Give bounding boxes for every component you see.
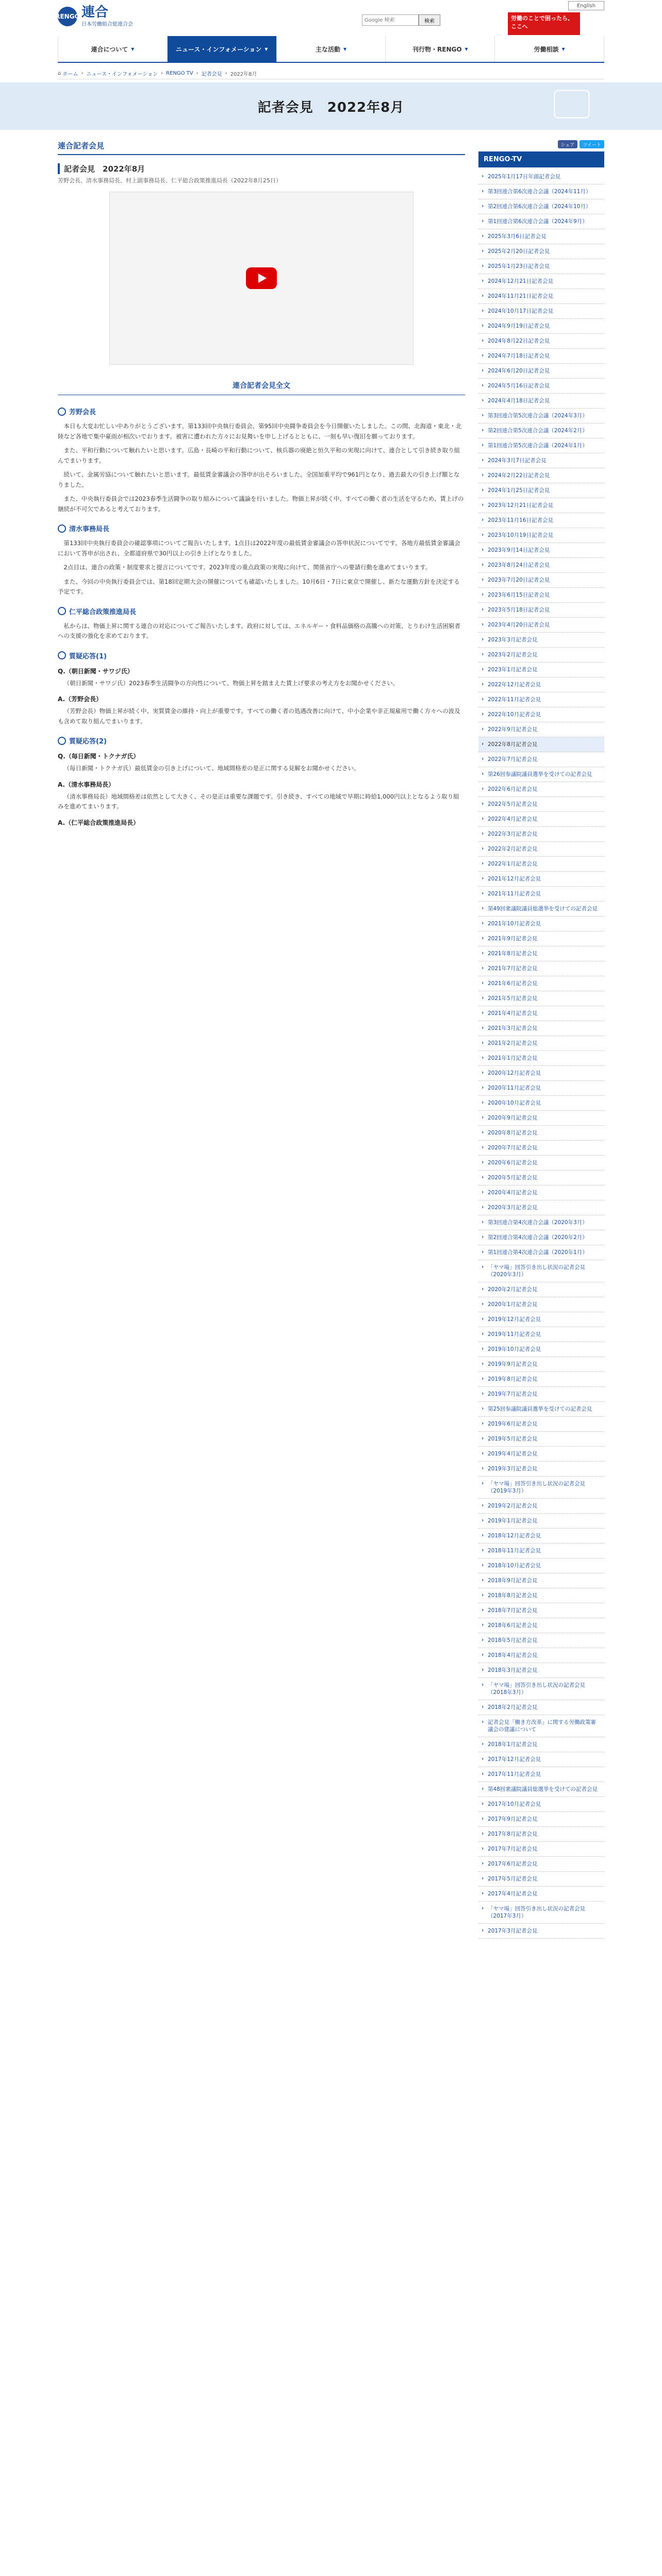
sidebar-item[interactable]: › 2018年2月記者会見 xyxy=(478,1700,604,1715)
nav-news[interactable] xyxy=(168,36,277,62)
paragraph: 第133回中央執行委員会の確認事項についてご報告いたします。1点目は2022年度の最低賃金審議会の答申状況についてです。各地方最低賃金審議会において答申が出され、全都道府県で30円以上の引き上げとなりました。 xyxy=(58,539,460,557)
chevron-down-icon: ▾ xyxy=(465,45,468,53)
sidebar-item[interactable]: › 2022年7月記者会見 xyxy=(478,752,604,767)
share-buttons xyxy=(478,140,604,148)
sidebar-item[interactable]: › 2020年11月記者会見 xyxy=(478,1081,604,1096)
sidebar-item[interactable]: › 第1回連合第5次連合会議（2024年1月） xyxy=(478,438,604,453)
sidebar-item[interactable]: › 2021年6月記者会見 xyxy=(478,976,604,991)
sidebar-item[interactable]: › 第49回衆議院議員総選挙を受けての記者会見 xyxy=(478,902,604,917)
sidebar-heading: RENGO-TV xyxy=(478,151,604,167)
sidebar-item[interactable]: › 2022年4月記者会見 xyxy=(478,812,604,827)
sidebar-item[interactable]: › 「ヤマ場」回答引き出し状況の記者会見（2020年3月） xyxy=(478,1260,604,1282)
sidebar-item[interactable]: › 2021年3月記者会見 xyxy=(478,1021,604,1036)
sidebar-item[interactable]: › 「ヤマ場」回答引き出し状況の記者会見（2018年3月） xyxy=(478,1678,604,1700)
sidebar-item[interactable]: › 2021年1月記者会見 xyxy=(478,1051,604,1066)
sidebar-item[interactable]: › 2020年12月記者会見 xyxy=(478,1066,604,1081)
paragraph: 2点目は、連合の政策・制度要求と提言についてです。2023年度の重点政策の実現に向けて、関係省庁への要請行動を進めてまいります。 xyxy=(63,564,432,571)
nav-label: 刊行物・RENGO xyxy=(412,45,462,53)
sidebar-item[interactable]: › 2022年5月記者会見 xyxy=(478,797,604,812)
sidebar-item[interactable]: › 2024年6月20日記者会見 xyxy=(478,364,604,379)
sidebar-item[interactable]: › 2017年5月記者会見 xyxy=(478,1872,604,1887)
speaker-label: 仁平総合政策推進局長 xyxy=(69,608,137,616)
page-title: 記者会見 2022年8月 xyxy=(257,99,405,115)
facebook-share-button[interactable]: シェア xyxy=(558,140,578,148)
sidebar-item[interactable]: › 2017年4月記者会見 xyxy=(478,1887,604,1902)
fulltext-heading: 連合記者会見全文 xyxy=(58,380,465,395)
answer-label: A.（芳野会長） xyxy=(58,696,103,703)
sidebar-item[interactable]: › 2022年6月記者会見 xyxy=(478,782,604,797)
sidebar-item[interactable]: › 2022年2月記者会見 xyxy=(478,842,604,857)
sidebar-item[interactable]: › 2021年8月記者会見 xyxy=(478,946,604,961)
sidebar-item[interactable]: › 2023年1月記者会見 xyxy=(478,663,604,677)
paragraph: （芳野会長）物価上昇が続く中、実質賃金の維持・向上が重要です。すべての働く者の処遇改善に向けて、中小企業や非正規雇用で働く方々への波及も含めて取り組んでまいります。 xyxy=(58,707,460,725)
page-hero xyxy=(0,82,662,130)
sidebar-item[interactable]: › 第26回参議院議員選挙を受けての記者会見 xyxy=(478,767,604,782)
speaker-label: 質疑応答(2) xyxy=(69,738,107,745)
sidebar-item[interactable]: › 2024年12月21日記者会見 xyxy=(478,274,604,289)
main-content xyxy=(58,140,465,866)
sidebar-item[interactable]: › 2018年12月記者会見 xyxy=(478,1529,604,1544)
sidebar-item[interactable]: › 2021年11月記者会見 xyxy=(478,887,604,902)
sidebar-item[interactable]: › 2020年1月記者会見 xyxy=(478,1297,604,1312)
site-search xyxy=(362,14,440,26)
breadcrumb-current: 2022年8月 xyxy=(230,72,257,77)
sidebar-item[interactable]: › 2024年4月18日記者会見 xyxy=(478,394,604,409)
sidebar-item[interactable]: › 第2回連合第5次連合会議（2024年2月） xyxy=(478,423,604,438)
sidebar-item[interactable]: › 2017年6月記者会見 xyxy=(478,1857,604,1872)
play-icon[interactable] xyxy=(246,267,277,289)
sidebar-list xyxy=(478,170,604,1939)
nav-publications[interactable] xyxy=(386,36,495,62)
speaker-icon xyxy=(58,737,66,745)
sidebar-item[interactable]: › 2021年5月記者会見 xyxy=(478,991,604,1006)
sidebar-item[interactable]: › 2019年10月記者会見 xyxy=(478,1342,604,1357)
speaker-label: 芳野会長 xyxy=(69,409,96,416)
sidebar-item[interactable]: › 2022年11月記者会見 xyxy=(478,692,604,707)
sidebar-item[interactable]: › 2018年8月記者会見 xyxy=(478,1588,604,1603)
sidebar-item[interactable]: › 2019年5月記者会見 xyxy=(478,1432,604,1447)
sidebar-item[interactable]: › 2022年9月記者会見 xyxy=(478,722,604,737)
sidebar-item[interactable]: › 第2回連合第4次連合会議（2020年2月） xyxy=(478,1230,604,1245)
sidebar-item[interactable]: › 2025年2月20日記者会見 xyxy=(478,244,604,259)
sidebar-item[interactable]: › 2019年7月記者会見 xyxy=(478,1387,604,1402)
breadcrumb-home[interactable]: ホーム xyxy=(62,72,78,77)
speaker-heading xyxy=(58,651,465,660)
sidebar-item[interactable]: › 2022年12月記者会見 xyxy=(478,677,604,692)
paragraph: （朝日新聞・サワジ氏）2023春季生活闘争の方向性について、物価上昇を踏まえた賃上げ要求の考え方をお聞かせください。 xyxy=(63,679,399,687)
sidebar-item[interactable]: › 2024年8月22日記者会見 xyxy=(478,334,604,349)
nav-label: 主な活動 xyxy=(315,45,340,53)
sidebar-item[interactable]: › 2024年2月22日記者会見 xyxy=(478,468,604,483)
sidebar-item[interactable]: › 2019年6月記者会見 xyxy=(478,1417,604,1432)
sidebar-item[interactable]: › 「ヤマ場」回答引き出し状況の記者会見（2017年3月） xyxy=(478,1902,604,1924)
sidebar-item[interactable]: › 2018年11月記者会見 xyxy=(478,1544,604,1558)
logo-subtitle: 日本労働組合総連合会 xyxy=(81,22,133,27)
sidebar-item[interactable]: › 2021年7月記者会見 xyxy=(478,961,604,976)
sidebar-item[interactable]: › 2018年9月記者会見 xyxy=(478,1573,604,1588)
sidebar-item[interactable]: › 2021年9月記者会見 xyxy=(478,931,604,946)
sidebar-item[interactable]: › 2020年7月記者会見 xyxy=(478,1141,604,1156)
sidebar-item[interactable]: › 2022年10月記者会見 xyxy=(478,707,604,722)
paragraph: （清水事務局長）地域間格差は依然として大きく、その是正は重要な課題です。引き続き、すべての地域で早期に時給1,000円以上となるよう取り組みを進めてまいります。 xyxy=(58,792,459,810)
paragraph: 私からは、物価上昇に関する連合の対応についてご報告いたします。政府に対しては、エネルギー・食料品価格の高騰への対策、とりわけ生活困窮者への支援の強化を求めております。 xyxy=(58,622,460,639)
sidebar-item[interactable]: › 2019年12月記者会見 xyxy=(478,1312,604,1327)
sidebar-item[interactable]: › 2020年10月記者会見 xyxy=(478,1096,604,1111)
sidebar-item[interactable]: › 第2回連合第6次連合会議（2024年10月） xyxy=(478,199,604,214)
nav-consultation[interactable] xyxy=(495,36,604,62)
sidebar-item[interactable]: › 2021年2月記者会見 xyxy=(478,1036,604,1051)
sidebar-item[interactable]: › 2017年8月記者会見 xyxy=(478,1827,604,1842)
sidebar-item[interactable]: › 2023年4月20日記者会見 xyxy=(478,618,604,633)
speaker-heading xyxy=(58,523,465,533)
search-input[interactable] xyxy=(362,14,419,26)
sidebar-item[interactable]: › 2019年11月記者会見 xyxy=(478,1327,604,1342)
speaker-icon xyxy=(58,524,66,533)
sidebar-item[interactable]: › 2025年1月23日記者会見 xyxy=(478,259,604,274)
sidebar-item[interactable]: › 2017年10月記者会見 xyxy=(478,1797,604,1812)
sidebar-item[interactable]: › 2018年1月記者会見 xyxy=(478,1737,604,1752)
breadcrumb-separator: › xyxy=(225,71,227,76)
article-title: 記者会見 2022年8月 xyxy=(58,163,465,174)
breadcrumb-press[interactable]: 記者会見 xyxy=(201,72,222,77)
sidebar-item[interactable]: › 「ヤマ場」回答引き出し状況の記者会見（2019年3月） xyxy=(478,1477,604,1499)
sidebar-item[interactable]: › 2021年4月記者会見 xyxy=(478,1006,604,1021)
speaker-label: 質疑応答(1) xyxy=(69,652,107,660)
breadcrumb-separator: › xyxy=(81,71,84,76)
sidebar-item[interactable]: › 2025年3月6日記者会見 xyxy=(478,229,604,244)
sidebar-item[interactable]: › 第1回連合第4次連合会議（2020年1月） xyxy=(478,1245,604,1260)
sidebar-item[interactable]: › 2018年3月記者会見 xyxy=(478,1663,604,1678)
sidebar-item[interactable]: › 2020年9月記者会見 xyxy=(478,1111,604,1126)
sidebar-item[interactable]: › 2022年8月記者会見 xyxy=(478,737,604,752)
sidebar-item[interactable]: › 2024年3月7日記者会見 xyxy=(478,453,604,468)
breadcrumb xyxy=(58,68,604,79)
sidebar-item[interactable]: › 2023年2月記者会見 xyxy=(478,648,604,663)
sidebar-item[interactable]: › 2018年10月記者会見 xyxy=(478,1558,604,1573)
sidebar xyxy=(478,140,604,1939)
speaker-heading xyxy=(58,406,465,416)
question-label: Q.（朝日新聞・サワジ氏） xyxy=(58,667,134,675)
breadcrumb-separator: › xyxy=(196,71,198,76)
sidebar-item[interactable]: › 2020年4月記者会見 xyxy=(478,1185,604,1200)
tv-icon xyxy=(554,90,590,118)
sidebar-item[interactable]: › 2018年6月記者会見 xyxy=(478,1618,604,1633)
speaker-heading xyxy=(58,606,465,616)
sidebar-item[interactable]: › 2023年10月19日記者会見 xyxy=(478,528,604,543)
answer-label: A.（清水事務局長） xyxy=(58,781,115,788)
sidebar-item[interactable]: › 2019年9月記者会見 xyxy=(478,1357,604,1372)
sidebar-item[interactable]: › 第3回連合第6次連合会議（2024年11月） xyxy=(478,184,604,199)
sidebar-item[interactable]: › 第25回参議院議員選挙を受けての記者会見 xyxy=(478,1402,604,1417)
sidebar-item[interactable]: › 2017年9月記者会見 xyxy=(478,1812,604,1827)
sidebar-item[interactable]: › 2018年5月記者会見 xyxy=(478,1633,604,1648)
english-link[interactable]: English xyxy=(568,1,604,10)
sidebar-item[interactable]: › 2021年12月記者会見 xyxy=(478,872,604,887)
speaker-icon xyxy=(58,607,66,615)
sidebar-item[interactable]: › 2024年1月25日記者会見 xyxy=(478,483,604,498)
sidebar-item[interactable]: › 2020年2月記者会見 xyxy=(478,1282,604,1297)
speaker-heading xyxy=(58,736,465,745)
sidebar-item[interactable]: › 2022年3月記者会見 xyxy=(478,827,604,842)
chevron-down-icon: ▾ xyxy=(131,45,135,53)
sidebar-item[interactable]: › 2023年12月21日記者会見 xyxy=(478,498,604,513)
breadcrumb-rengo-tv[interactable]: RENGO TV xyxy=(166,71,193,76)
sidebar-item[interactable]: › 第48回衆議院議員総選挙を受けての記者会見 xyxy=(478,1782,604,1797)
consultation-banner[interactable]: 労働のことで困ったら、ここへ xyxy=(508,12,580,35)
sidebar-item[interactable]: › 2017年12月記者会見 xyxy=(478,1752,604,1767)
nav-label: 連合について xyxy=(91,45,128,53)
video-player[interactable] xyxy=(109,192,413,365)
sidebar-item[interactable]: › 2018年7月記者会見 xyxy=(478,1603,604,1618)
article-subtitle: 芳野会長、清水事務局長、村上副事務局長、仁平総合政策推進局長（2022年8月25日） xyxy=(58,177,282,184)
global-nav xyxy=(58,36,604,63)
twitter-share-button[interactable]: ツイート xyxy=(580,140,604,148)
answer-label: A.（仁平総合政策推進局長） xyxy=(58,819,140,826)
search-button[interactable]: 検索 xyxy=(419,14,440,26)
chevron-down-icon: ▾ xyxy=(343,45,347,53)
sidebar-item[interactable]: › 2022年1月記者会見 xyxy=(478,857,604,872)
logo-name: 連合 xyxy=(81,5,109,20)
sidebar-item[interactable]: › 2024年9月19日記者会見 xyxy=(478,319,604,334)
breadcrumb-news[interactable]: ニュース・インフォメーション xyxy=(86,72,158,77)
sidebar-item[interactable]: › 2019年3月記者会見 xyxy=(478,1462,604,1477)
nav-activities[interactable] xyxy=(277,36,386,62)
nav-label: 労働相談 xyxy=(534,45,559,53)
sidebar-item[interactable]: › 2019年2月記者会見 xyxy=(478,1499,604,1514)
chevron-down-icon: ▾ xyxy=(264,45,268,53)
sidebar-item[interactable]: › 2020年6月記者会見 xyxy=(478,1156,604,1171)
sidebar-item[interactable]: › 2023年8月24日記者会見 xyxy=(478,558,604,573)
sidebar-item[interactable]: › 2023年5月18日記者会見 xyxy=(478,603,604,618)
sidebar-item[interactable]: › 2023年3月記者会見 xyxy=(478,633,604,648)
sidebar-item[interactable]: › 2024年7月18日記者会見 xyxy=(478,349,604,364)
paragraph: また、今回の中央執行委員会では、第18回定期大会の開催についても確認いたしました。10月6日・7日に東京で開催し、新たな運動方針を決定する予定です。 xyxy=(58,578,460,595)
sidebar-item[interactable]: › 2017年3月記者会見 xyxy=(478,1924,604,1939)
sidebar-item[interactable]: › 2019年4月記者会見 xyxy=(478,1447,604,1462)
sidebar-item[interactable]: › 2019年8月記者会見 xyxy=(478,1372,604,1387)
site-header xyxy=(0,0,662,30)
sidebar-item[interactable]: › 記者会見「働き方改革」に関する労働政策審議会の建議について xyxy=(478,1715,604,1737)
chevron-down-icon: ▾ xyxy=(561,45,565,53)
sidebar-item[interactable]: › 2023年7月20日記者会見 xyxy=(478,573,604,588)
speaker-label: 清水事務局長 xyxy=(69,526,110,533)
sidebar-item[interactable]: › 第3回連合第4次連合会議（2020年3月） xyxy=(478,1215,604,1230)
paragraph: また、平和行動について触れたいと思います。広島・長崎の平和行動について、核兵器の廃絶と恒久平和の実現に向けて、連合として引き続き取り組んでまいります。 xyxy=(58,447,460,464)
sidebar-item[interactable]: › 第3回連合第5次連合会議（2024年3月） xyxy=(478,409,604,423)
sidebar-item[interactable]: › 2023年6月15日記者会見 xyxy=(478,588,604,603)
paragraph: 本日も大変お忙しい中ありがとうございます。第133回中央執行委員会、第95回中央闘争委員会を今日開催いたしました。この間、北海道・東北・北陸など各地で集中豪雨が相次いでおります。被害に遭われた方々にお見舞いを申し上げるとともに、一刻も早い復旧を願っております。 xyxy=(58,422,462,440)
question-label: Q.（毎日新聞・トクナガ氏） xyxy=(58,753,140,760)
content-fade xyxy=(58,830,465,866)
sidebar-item[interactable]: › 2023年11月16日記者会見 xyxy=(478,513,604,528)
sidebar-item[interactable]: › 2020年5月記者会見 xyxy=(478,1171,604,1185)
section-title: 連合記者会見 xyxy=(58,140,465,155)
sidebar-item[interactable]: › 2020年3月記者会見 xyxy=(478,1200,604,1215)
nav-label: ニュース・インフォメーション xyxy=(176,45,262,53)
sidebar-item[interactable]: › 2018年4月記者会見 xyxy=(478,1648,604,1663)
speaker-icon xyxy=(58,651,66,659)
sidebar-item[interactable]: › 2019年1月記者会見 xyxy=(478,1514,604,1529)
sidebar-item[interactable]: › 2017年11月記者会見 xyxy=(478,1767,604,1782)
sidebar-item[interactable]: › 2023年9月14日記者会見 xyxy=(478,543,604,558)
breadcrumb-separator: › xyxy=(161,71,163,76)
nav-about[interactable] xyxy=(58,36,168,62)
paragraph: また、中央執行委員会では2023春季生活闘争の取り組みについて議論を行いました。物価上昇が続く中、すべての働く者の生活を守るため、賃上げの継続が不可欠であると考えております。 xyxy=(58,495,464,513)
sidebar-item[interactable]: › 第1回連合第6次連合会議（2024年9月） xyxy=(478,214,604,229)
logo-mark-icon: RENGO xyxy=(58,7,77,26)
sidebar-item[interactable]: › 2020年8月記者会見 xyxy=(478,1126,604,1141)
home-icon: ⌂ xyxy=(58,71,63,76)
sidebar-item[interactable]: › 2025年1月17日年頭記者会見 xyxy=(478,170,604,184)
sidebar-item[interactable]: › 2024年5月16日記者会見 xyxy=(478,379,604,394)
sidebar-item[interactable]: › 2021年10月記者会見 xyxy=(478,917,604,931)
paragraph: 続いて、金属労協について触れたいと思います。最低賃金審議会の答申が出そろいました。全国加重平均で961円となり、過去最大の引き上げ額となりました。 xyxy=(58,471,460,488)
speaker-icon xyxy=(58,408,66,416)
sidebar-item[interactable]: › 2024年10月17日記者会見 xyxy=(478,304,604,319)
sidebar-item[interactable]: › 2024年11月21日記者会見 xyxy=(478,289,604,304)
sidebar-item[interactable]: › 2017年7月記者会見 xyxy=(478,1842,604,1857)
site-logo[interactable] xyxy=(55,5,133,27)
paragraph: （毎日新聞・トクナガ氏）最低賃金の引き上げについて、地域間格差の是正に関する見解をお聞かせください。 xyxy=(63,765,360,772)
